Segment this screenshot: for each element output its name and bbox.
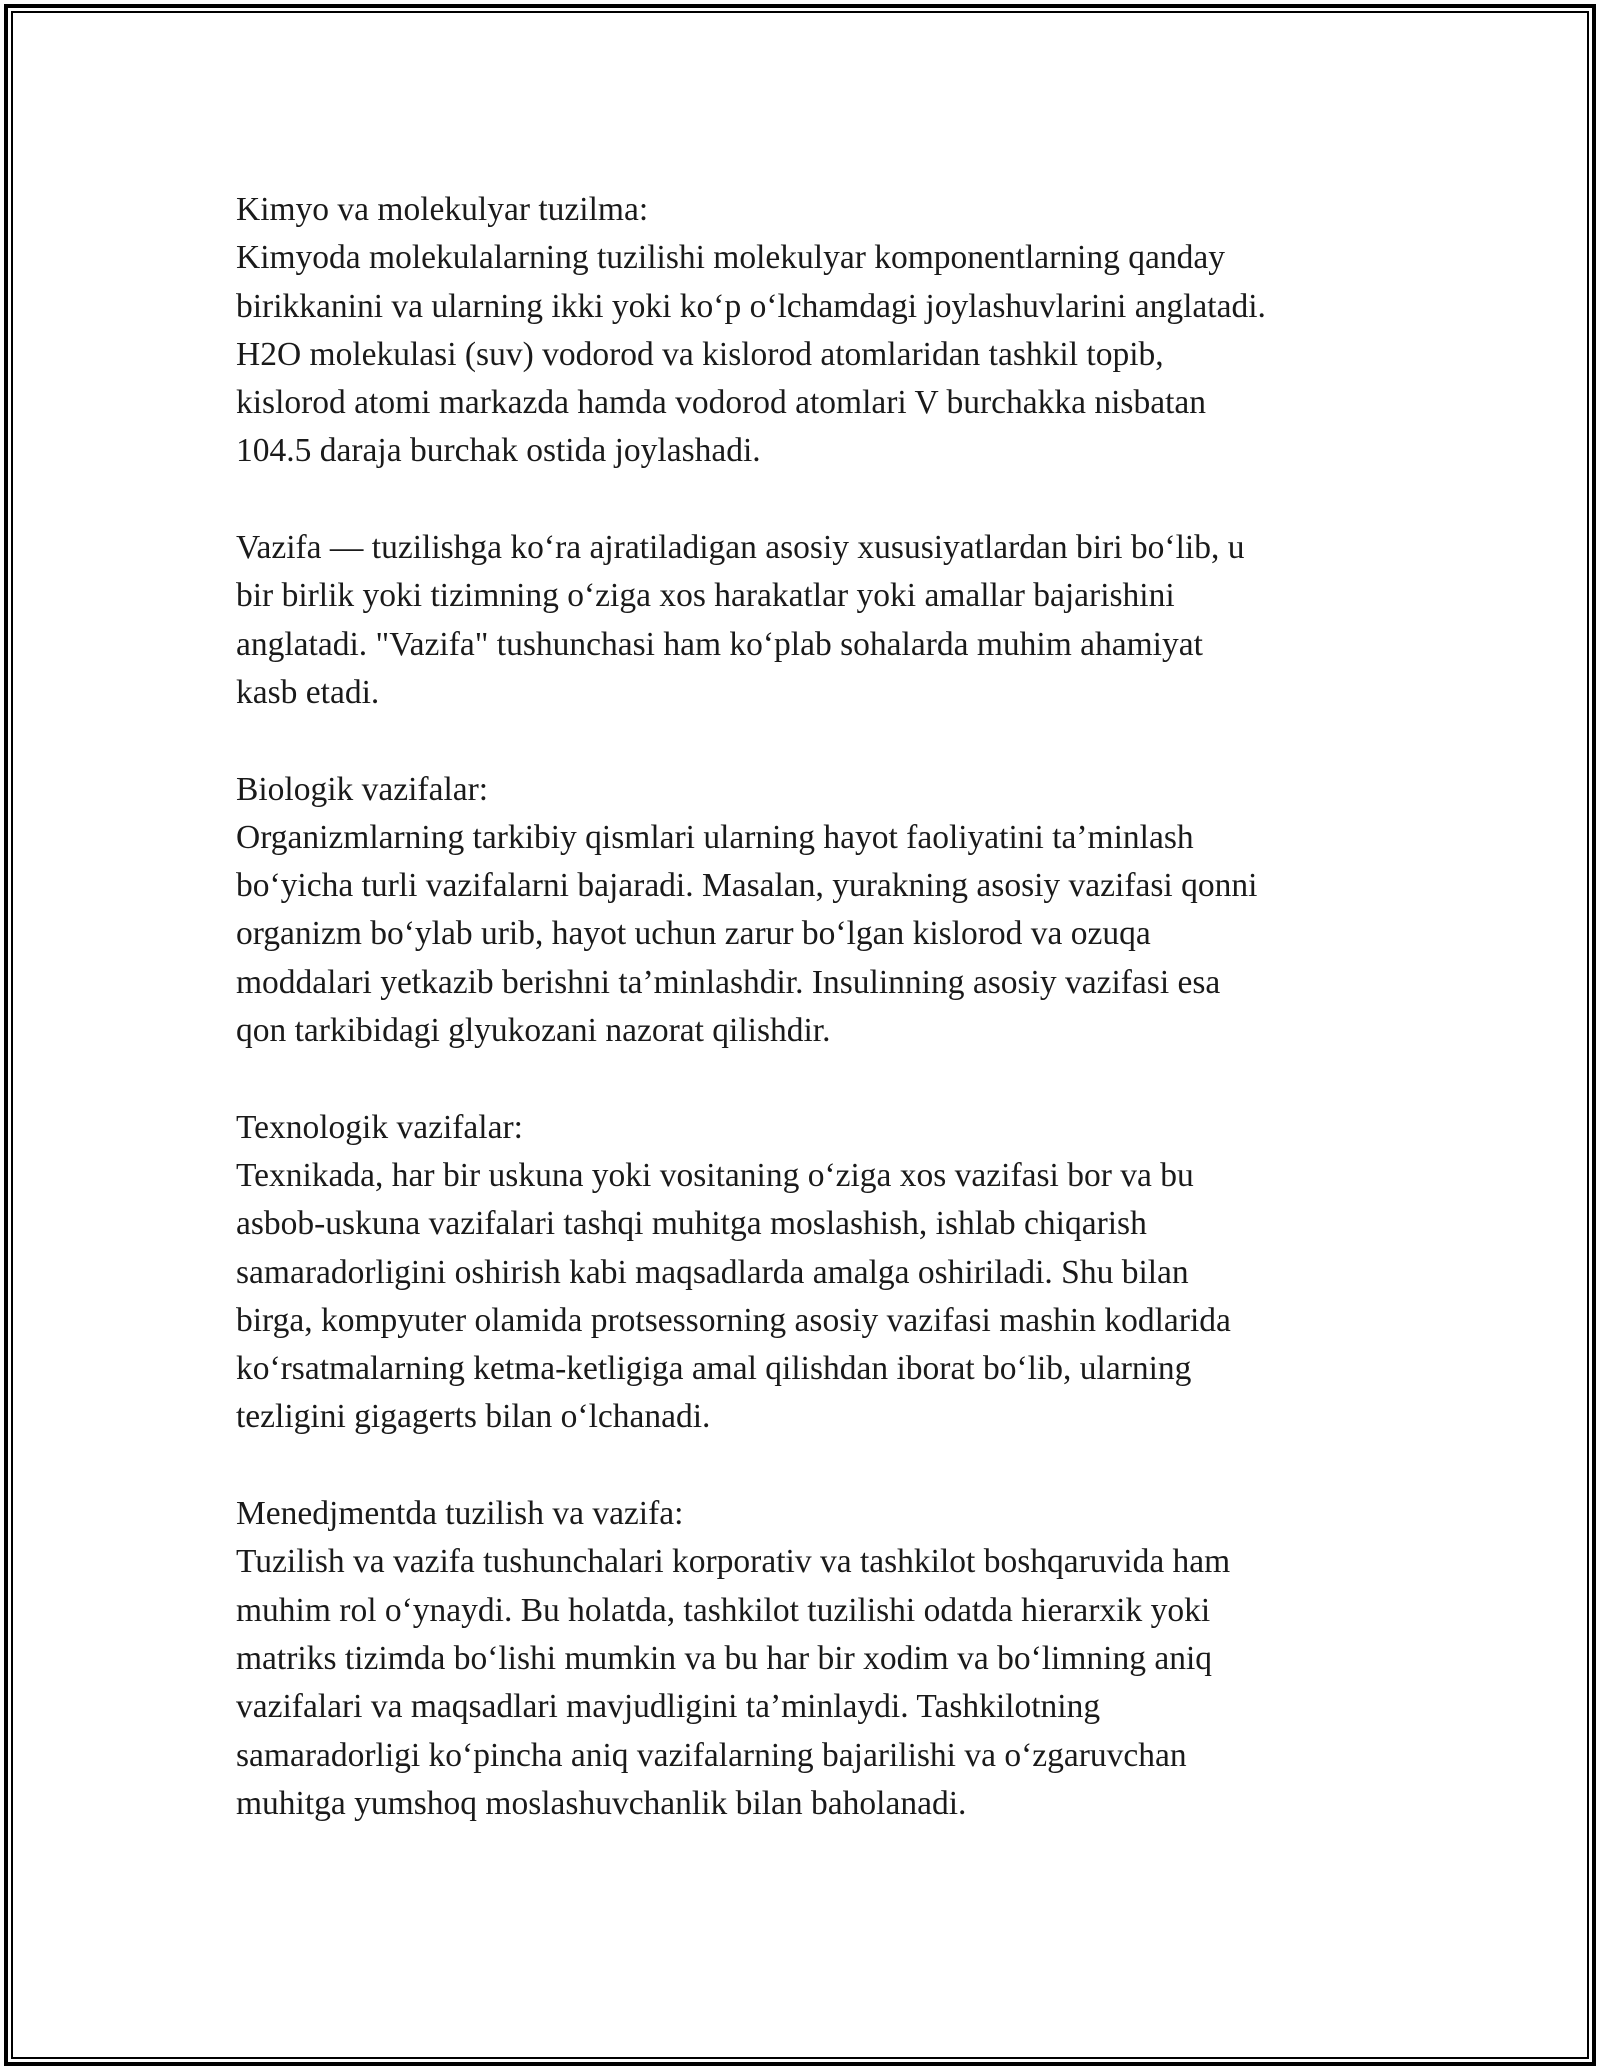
- text-line: samaradorligini oshirish kabi maqsadlarda amalga oshiriladi. Shu bilan: [236, 1253, 1189, 1291]
- text-line: matriks tizimda bo‘lishi mumkin va bu har bir xodim va bo‘limning aniq: [236, 1639, 1213, 1677]
- section-chemistry: [236, 186, 1406, 476]
- section-management: [236, 1490, 1406, 1828]
- text-line: anglatadi. "Vazifa" tushunchasi ham ko‘plab sohalarda muhim ahamiyat: [236, 625, 1203, 663]
- section-heading: Biologik vazifalar:: [236, 770, 489, 808]
- text-line: tezligini gigagerts bilan o‘lchanadi.: [236, 1398, 711, 1436]
- text-line: ko‘rsatmalarning ketma-ketligiga amal qilishdan iborat bo‘lib, ularning: [236, 1350, 1192, 1388]
- text-line: asbob-uskuna vazifalari tashqi muhitga moslashish, ishlab chiqarish: [236, 1205, 1147, 1243]
- text-line: 104.5 daraja burchak ostida joylashadi.: [236, 432, 761, 470]
- text-line: Vazifa — tuzilishga ko‘ra ajratiladigan asosiy xususiyatlardan biri bo‘lib, u: [236, 529, 1245, 567]
- text-line: birikkanini va ularning ikki yoki ko‘p o‘lchamdagi joylashuvlarini anglatadi.: [236, 287, 1266, 325]
- text-line: H2O molekulasi (suv) vodorod va kislorod atomlaridan tashkil topib,: [236, 335, 1164, 373]
- text-line: Kimyoda molekulalarning tuzilishi molekulyar komponentlarning qanday: [236, 239, 1225, 277]
- section-heading: Kimyo va molekulyar tuzilma:: [236, 191, 649, 228]
- text-line: qon tarkibidagi glyukozani nazorat qilishdir.: [236, 1012, 831, 1050]
- section-heading: Texnologik vazifalar:: [236, 1108, 523, 1146]
- text-line: Organizmlarning tarkibiy qismlari ularning hayot faoliyatini ta’minlash: [236, 818, 1194, 856]
- text-line: Texnikada, har bir uskuna yoki vositaning o‘ziga xos vazifasi bor va bu: [236, 1156, 1194, 1194]
- document-body: [236, 186, 1406, 1876]
- text-line: kislorod atomi markazda hamda vodorod atomlari V burchakka nisbatan: [236, 384, 1206, 422]
- text-line: organizm bo‘ylab urib, hayot uchun zarur bo‘lgan kislorod va ozuqa: [236, 915, 1151, 953]
- text-line: kasb etadi.: [236, 673, 380, 711]
- text-line: bo‘yicha turli vazifalarni bajaradi. Masalan, yurakning asosiy vazifasi qonni: [236, 867, 1258, 905]
- section-technological-functions: [236, 1104, 1406, 1442]
- section-biological-functions: [236, 766, 1406, 1056]
- section-heading: Menedjmentda tuzilish va vazifa:: [236, 1495, 684, 1533]
- text-line: moddalari yetkazib berishni ta’minlashdir. Insulinning asosiy vazifasi esa: [236, 963, 1221, 1001]
- text-line: samaradorligi ko‘pincha aniq vazifalarning bajarilishi va o‘zgaruvchan: [236, 1736, 1187, 1774]
- text-line: vazifalari va maqsadlari mavjudligini ta’minlaydi. Tashkilotning: [236, 1688, 1101, 1726]
- text-line: birga, kompyuter olamida protsessorning asosiy vazifasi mashin kodlarida: [236, 1301, 1231, 1339]
- section-function-definition: [236, 524, 1406, 717]
- text-line: muhitga yumshoq moslashuvchanlik bilan baholanadi.: [236, 1784, 967, 1822]
- text-line: Tuzilish va vazifa tushunchalari korporativ va tashkilot boshqaruvida ham: [236, 1543, 1231, 1581]
- text-line: muhim rol o‘ynaydi. Bu holatda, tashkilot tuzilishi odatda hierarxik yoki: [236, 1591, 1211, 1629]
- text-line: bir birlik yoki tizimning o‘ziga xos harakatlar yoki amallar bajarishini: [236, 577, 1175, 615]
